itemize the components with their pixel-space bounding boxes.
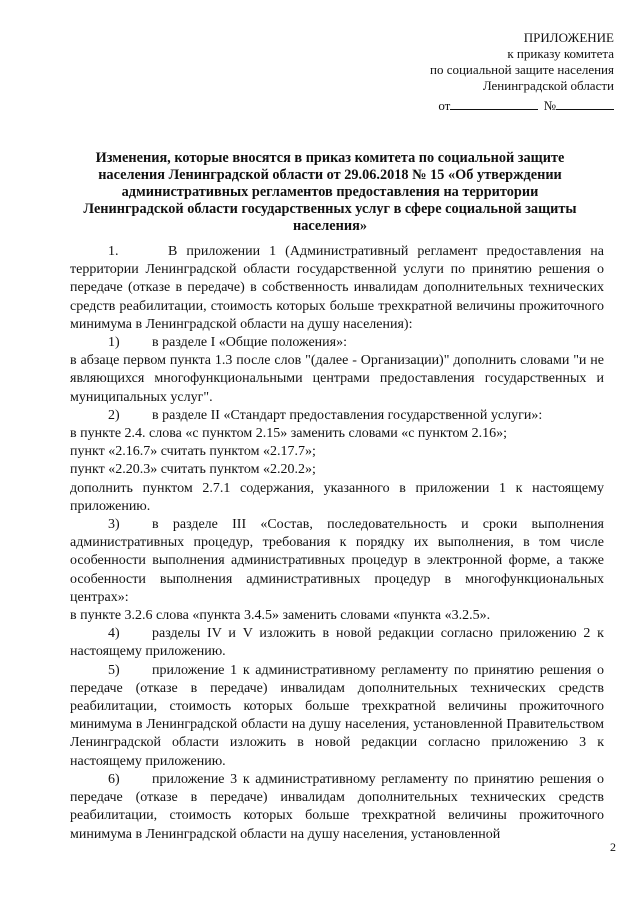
document-body: [70, 243, 604, 844]
item-paragraph: [70, 352, 604, 407]
item-number: 5): [108, 662, 120, 678]
item-text: пункт «2.16.7» считать пунктом «2.17.7»;: [70, 444, 316, 460]
number-label: №: [543, 98, 556, 113]
item-number: 1): [108, 335, 120, 351]
item-text: В приложении 1 (Административный регламент предоставления на территории Ленинградской области государственной услуги по принятию решения о передаче (отказе в передаче) в собственность инвалидам дополнительных технических средств реабилитации, стоимость которых больше трехкратной величины прожиточного минимума в Ленинградской области на душу населения):: [70, 244, 604, 332]
item-text: в разделе III «Состав, последовательность и сроки выполнения административных процедур, требования к порядку их выполнения, в том числе особенности выполнения административных процедур в электронной форме, а также особенности выполнения административных процедур в многофункциональных центрах»:: [70, 517, 604, 605]
approval-line: по социальной защите населения: [429, 62, 614, 77]
item-paragraph: [70, 334, 604, 352]
item-text: приложение 1 к административному регламенту по принятию решения о передаче (отказе в передаче) инвалидам дополнительных технических средств реабилитации, стоимость которых больше трехкратной величины прожиточного минимума в Ленинградской области на душу населения, установленной Правительством Ленинградской области изложить в новой редакции согласно приложению 3 к настоящему приложению.: [70, 662, 604, 769]
document-title: Изменения, которые вносятся в приказ комитета по социальной защите населения Ленинградской области от 29.06.2018 № 15 «Об утверждении административных регламентов предоставления на территории Ленинградской области государственных услуг в сфере социальной защиты населения»: [83, 150, 577, 234]
approval-date-number-line: [430, 98, 614, 114]
item-text: в абзаце первом пункта 1.3 после слов "(далее - Организации)" дополнить словами "и не являющихся многофункциональными центрами предоставления государственных и муниципальных услуг".: [70, 353, 604, 405]
item-text: в разделе II «Стандарт предоставления государственной услуги»:: [152, 407, 543, 423]
item-number: 6): [108, 771, 120, 787]
item-text: приложение 3 к административному регламенту по принятию решения о передаче (отказе в передаче) инвалидам дополнительных технических средств реабилитации, стоимость которых больше трехкратной величины прожиточного минимума в Ленинградской области на душу населения, установленной: [70, 771, 604, 842]
item-text: пункт «2.20.3» считать пунктом «2.20.2»;: [70, 462, 316, 478]
item-text: в пункте 2.4. слова «с пунктом 2.15» заменить словами «с пунктом 2.16»;: [70, 426, 507, 442]
item-paragraph: [70, 607, 604, 625]
item-paragraph: [70, 662, 604, 771]
page-number: 2: [610, 840, 616, 854]
number-blank: [556, 99, 614, 110]
approval-line: Ленинградской области: [482, 78, 614, 93]
item-paragraph: [70, 625, 604, 661]
date-blank: [450, 99, 538, 110]
approval-block: [430, 30, 614, 114]
approval-line: к приказу комитета: [507, 46, 614, 61]
item-text: разделы IV и V изложить в новой редакции согласно приложению 2 к настоящему приложению.: [70, 626, 604, 660]
item-text: дополнить пунктом 2.7.1 содержания, указанного в приложении 1 к настоящему приложению.: [70, 480, 604, 514]
item-paragraph: [70, 516, 604, 607]
item-paragraph: [70, 425, 604, 443]
item-number: 3): [108, 517, 120, 533]
item-paragraph: [70, 243, 604, 334]
approval-heading: ПРИЛОЖЕНИЕ: [523, 30, 614, 45]
item-paragraph: [70, 443, 604, 461]
item-paragraph: [70, 480, 604, 516]
from-label: от: [438, 98, 451, 113]
item-paragraph: [70, 407, 604, 425]
item-paragraph: [70, 771, 604, 844]
item-paragraph: [70, 461, 604, 479]
item-number: 1.: [108, 244, 119, 259]
item-text: в разделе I «Общие положения»:: [152, 335, 347, 351]
item-number: 4): [108, 626, 120, 642]
item-text: в пункте 3.2.6 слова «пункта 3.4.5» заменить словами «пункта «3.2.5».: [70, 608, 491, 624]
item-number: 2): [108, 407, 120, 423]
